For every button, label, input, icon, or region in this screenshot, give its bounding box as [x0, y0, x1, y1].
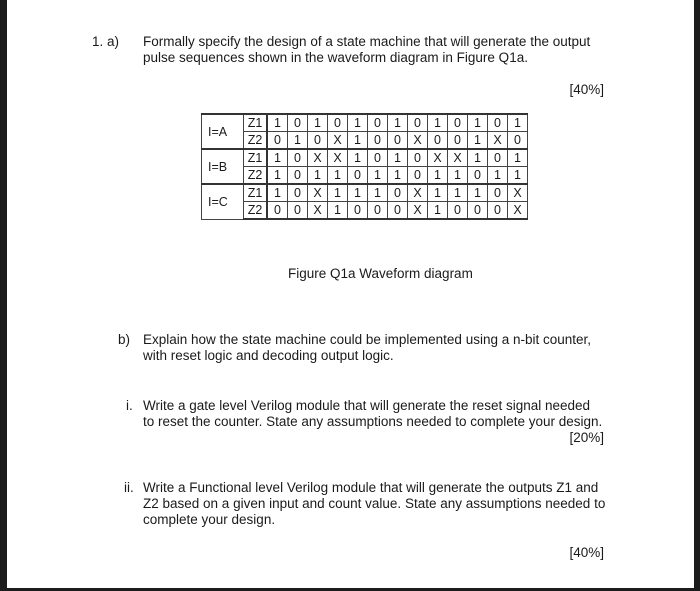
waveform-cell: X	[508, 202, 528, 220]
waveform-cell: X	[488, 132, 508, 150]
part-ii-text-line1: Write a Functional level Verilog module that will generate the outputs Z1 and	[143, 480, 599, 495]
waveform-cell: 1	[328, 167, 348, 185]
condition-label: I=B	[202, 149, 244, 184]
waveform-row	[202, 167, 528, 185]
part-ii-text-line2: Z2 based on a given input and count value. State any assumptions needed to	[143, 496, 606, 511]
waveform-cell: 0	[408, 149, 428, 167]
waveform-cell: 1	[267, 167, 288, 185]
waveform-cell: 1	[368, 184, 388, 202]
waveform-cell: 0	[468, 202, 488, 220]
part-a-text-line2: pulse sequences shown in the waveform diagram in Figure Q1a.	[143, 50, 528, 65]
waveform-cell: 0	[448, 132, 468, 150]
waveform-cell: 1	[348, 132, 368, 150]
waveform-cell: 0	[388, 132, 408, 150]
waveform-cell: 0	[288, 149, 308, 167]
waveform-cell: 0	[348, 167, 368, 185]
waveform-cell: 1	[308, 114, 328, 132]
waveform-cell: X	[448, 149, 468, 167]
waveform-cell: 0	[508, 132, 528, 150]
waveform-cell: X	[428, 149, 448, 167]
waveform-cell: 1	[448, 167, 468, 185]
waveform-cell: 0	[288, 114, 308, 132]
waveform-cell: 1	[348, 114, 368, 132]
waveform-cell: 0	[388, 184, 408, 202]
waveform-cell: X	[328, 132, 348, 150]
waveform-cell: 0	[328, 114, 348, 132]
waveform-cell: 0	[288, 184, 308, 202]
waveform-row	[202, 202, 528, 220]
waveform-cell: 0	[468, 167, 488, 185]
waveform-cell: 0	[368, 149, 388, 167]
waveform-cell: 1	[267, 184, 288, 202]
waveform-cell: 1	[328, 202, 348, 220]
part-a-text-line1: Formally specify the design of a state machine that will generate the output	[143, 34, 591, 49]
waveform-cell: 0	[488, 202, 508, 220]
waveform-cell: 1	[267, 114, 288, 132]
waveform-cell: X	[308, 202, 328, 220]
part-i-text-line2: to reset the counter. State any assumptions needed to complete your design.	[143, 414, 603, 429]
waveform-cell: 1	[428, 184, 448, 202]
waveform-cell: 0	[428, 132, 448, 150]
waveform-cell: 0	[348, 202, 368, 220]
waveform-row	[202, 132, 528, 150]
waveform-cell: 0	[408, 167, 428, 185]
waveform-cell: 1	[348, 184, 368, 202]
part-i-text-line1: Write a gate level Verilog module that will generate the reset signal needed	[143, 398, 591, 413]
waveform-cell: 1	[508, 167, 528, 185]
waveform-cell: 0	[368, 202, 388, 220]
waveform-cell: 0	[448, 114, 468, 132]
waveform-cell: X	[328, 149, 348, 167]
waveform-cell: 1	[468, 149, 488, 167]
part-ii-text-line3: complete your design.	[143, 512, 276, 527]
part-a-marks: [40%]	[569, 82, 604, 97]
part-i-label: i.	[126, 398, 133, 413]
waveform-cell: 1	[428, 202, 448, 220]
waveform-cell: 1	[428, 167, 448, 185]
waveform-cell: 0	[448, 202, 468, 220]
signal-label: Z2	[244, 132, 268, 150]
part-b-text-line2: with reset logic and decoding output logic.	[143, 348, 394, 363]
waveform-cell: 1	[368, 167, 388, 185]
waveform-cell: 1	[328, 184, 348, 202]
part-ii-marks: [40%]	[569, 545, 604, 560]
waveform-cell: 1	[267, 149, 288, 167]
waveform-cell: 1	[448, 184, 468, 202]
waveform-table-container	[201, 113, 528, 220]
waveform-cell: 1	[428, 114, 448, 132]
waveform-table	[201, 113, 528, 220]
waveform-cell: 0	[288, 202, 308, 220]
signal-label: Z1	[244, 184, 268, 202]
part-b-label: b)	[118, 332, 131, 347]
waveform-cell: 0	[267, 132, 288, 150]
waveform-cell: 1	[388, 114, 408, 132]
waveform-cell: 0	[408, 114, 428, 132]
part-ii-label: ii.	[124, 480, 134, 495]
waveform-cell: 1	[388, 167, 408, 185]
waveform-cell: 0	[488, 184, 508, 202]
waveform-cell: 0	[368, 114, 388, 132]
waveform-cell: X	[408, 202, 428, 220]
waveform-cell: 0	[388, 202, 408, 220]
signal-label: Z1	[244, 114, 268, 132]
waveform-cell: 1	[508, 149, 528, 167]
waveform-cell: 1	[308, 167, 328, 185]
right-frame-border	[694, 0, 700, 591]
waveform-cell: X	[308, 184, 328, 202]
waveform-cell: 1	[288, 132, 308, 150]
waveform-cell: 0	[308, 132, 328, 150]
condition-label: I=C	[202, 184, 244, 219]
waveform-cell: X	[408, 132, 428, 150]
waveform-cell: 1	[348, 149, 368, 167]
figure-caption: Figure Q1a Waveform diagram	[288, 266, 473, 281]
waveform-cell: 0	[368, 132, 388, 150]
waveform-cell: 1	[468, 114, 488, 132]
left-frame-border	[0, 0, 7, 591]
waveform-cell: 1	[508, 114, 528, 132]
waveform-cell: 1	[488, 167, 508, 185]
waveform-cell: 1	[468, 184, 488, 202]
question-number: 1. a)	[92, 34, 120, 49]
waveform-row	[202, 184, 528, 202]
waveform-row	[202, 114, 528, 132]
waveform-cell: X	[508, 184, 528, 202]
condition-label: I=A	[202, 114, 244, 149]
waveform-cell: 0	[288, 167, 308, 185]
waveform-cell: X	[308, 149, 328, 167]
waveform-cell: 1	[388, 149, 408, 167]
part-i-marks: [20%]	[569, 430, 604, 445]
waveform-cell: 0	[488, 114, 508, 132]
part-b-text-line1: Explain how the state machine could be implemented using a n-bit counter,	[143, 332, 592, 347]
waveform-cell: 1	[468, 132, 488, 150]
signal-label: Z2	[244, 202, 268, 220]
waveform-cell: X	[408, 184, 428, 202]
waveform-row	[202, 149, 528, 167]
signal-label: Z1	[244, 149, 268, 167]
waveform-cell: 0	[488, 149, 508, 167]
signal-label: Z2	[244, 167, 268, 185]
waveform-cell: 0	[267, 202, 288, 220]
